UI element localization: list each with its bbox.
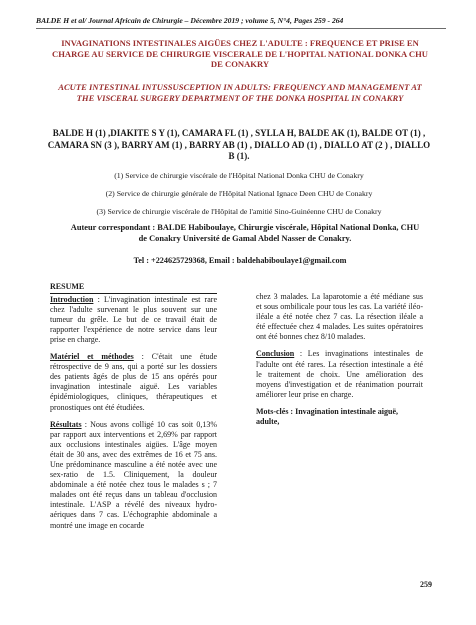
abstract-methods	[50, 352, 217, 413]
author-list: BALDE H (1) ,DIAKITE S Y (1), CAMARA FL (1) , SYLLA H, BALDE AK (1), BALDE OT (1) , CAMARA SN (3 ), BARRY AM (1) , BARRY AB (1) , DIALLO AD (1) , DIALLO AT (2 ) , DIALLO B (1).	[47, 128, 431, 162]
keywords	[256, 407, 423, 427]
running-header: BALDE H et al/ Journal Africain de Chirurgie – Décembre 2019 ; volume 5, N°4, Pages 259 - 264	[36, 16, 344, 25]
corresponding-author: Auteur correspondant : BALDE Habiboulaye, Chirurgie viscérale, Hôpital National Donka, CHU de Conakry Université de Gamal Abdel Nasser de Conakry.	[70, 223, 420, 243]
affiliation-2: (2) Service de chirurgie générale de l'Hôpital National Ignace Deen CHU de Conakry	[105, 189, 373, 198]
keywords-label: Mots-clés :	[256, 406, 296, 416]
introduction-label: Introduction	[50, 294, 94, 304]
contact-line: Tel : +224625729368, Email : baldehabiboulaye1@gmail.com	[133, 256, 347, 265]
methods-text: : C'était une étude rétrospective de 9 ans, qui a porté sur les dossiers des patients âgés de plus de 15 ans opérés pour invagination intestinale aiguë. Les variables épidémiologiques, cliniques, thérapeutiques et pronostiques ont été étudiées.	[50, 352, 217, 412]
introduction-text: : L'invagination intestinale est rare chez l'adulte survenant le plus souvent sur une tumeur du grêle. Le but de ce travail était de rapporter l'expérience de notre service dans leur prise en charge.	[50, 294, 217, 344]
conclusion-label: Conclusion	[256, 349, 295, 359]
affiliation-1: (1) Service de chirurgie viscérale de l'Hôpital National Donka CHU de Conakry	[114, 171, 364, 180]
abstract-results	[50, 420, 217, 531]
abstract-results-continued: chez 3 malades. La laparotomie a été médiane sus et sous ombilicale pour tous les cas. La variété iléo-iléale a été notée chez 7 cas. La résection iléale a été effectuée chez 4 malades. Les suites opératoires ont été bonnes chez 8/10 malades.	[256, 292, 423, 342]
abstract-left-column	[50, 282, 217, 538]
keywords-text: Invagination intestinale aiguë, adulte,	[256, 406, 398, 427]
abstract-conclusion	[256, 349, 423, 399]
abstract-heading: RESUME	[50, 282, 217, 294]
conclusion-text: : Les invaginations intestinales de l'adulte ont été rares. La résection intestinale a été le traitement de choix. Une amélioration des moyens d'investigation et de réanimation pourrait améliorer leur prise en charge.	[256, 349, 423, 399]
methods-label: Matériel et méthodes	[50, 352, 134, 362]
abstract-introduction	[50, 295, 217, 345]
header-divider	[36, 28, 446, 29]
article-title-english: ACUTE INTESTINAL INTUSSUSCEPTION IN ADULTS: FREQUENCY AND MANAGEMENT AT THE VISCERAL SURGERY DEPARTMENT OF THE DONKA HOSPITAL IN CONAKRY	[58, 82, 422, 103]
page-number: 259	[420, 580, 432, 589]
results-label: Résultats	[50, 419, 82, 429]
results-text: : Nous avons colligé 10 cas soit 0,13% par rapport aux interventions et 2,69% par rapport aux occlusions intestinales aigües. L'âge moyen était de 30 ans, avec des extrêmes de 16 et 75 ans. Une prédominance masculine a été notée avec une sex-ratio de 1.5. Cliniquement, la douleur abdominale a été notée chez tous le malades s ; 7 malades ont été reçus dans un tableau d'occlusion intestinale. L'ASP a révélé des niveaux hydro-aériques dans 7 cas. L'échographie abdominale a montré une image en cocarde	[50, 419, 217, 530]
article-title-french: INVAGINATIONS INTESTINALES AIGÜES CHEZ L'ADULTE : FREQUENCE ET PRISE EN CHARGE AU SERVICE DE CHIRURGIE VISCERALE DE L'HOPITAL NATIONAL DONKA CHU DE CONAKRY	[52, 38, 428, 70]
affiliation-3: (3) Service de chirurgie viscérale de l'Hôpital de l'amitié Sino-Guinéenne CHU de Conakry	[96, 207, 382, 216]
abstract-right-column	[256, 292, 423, 427]
